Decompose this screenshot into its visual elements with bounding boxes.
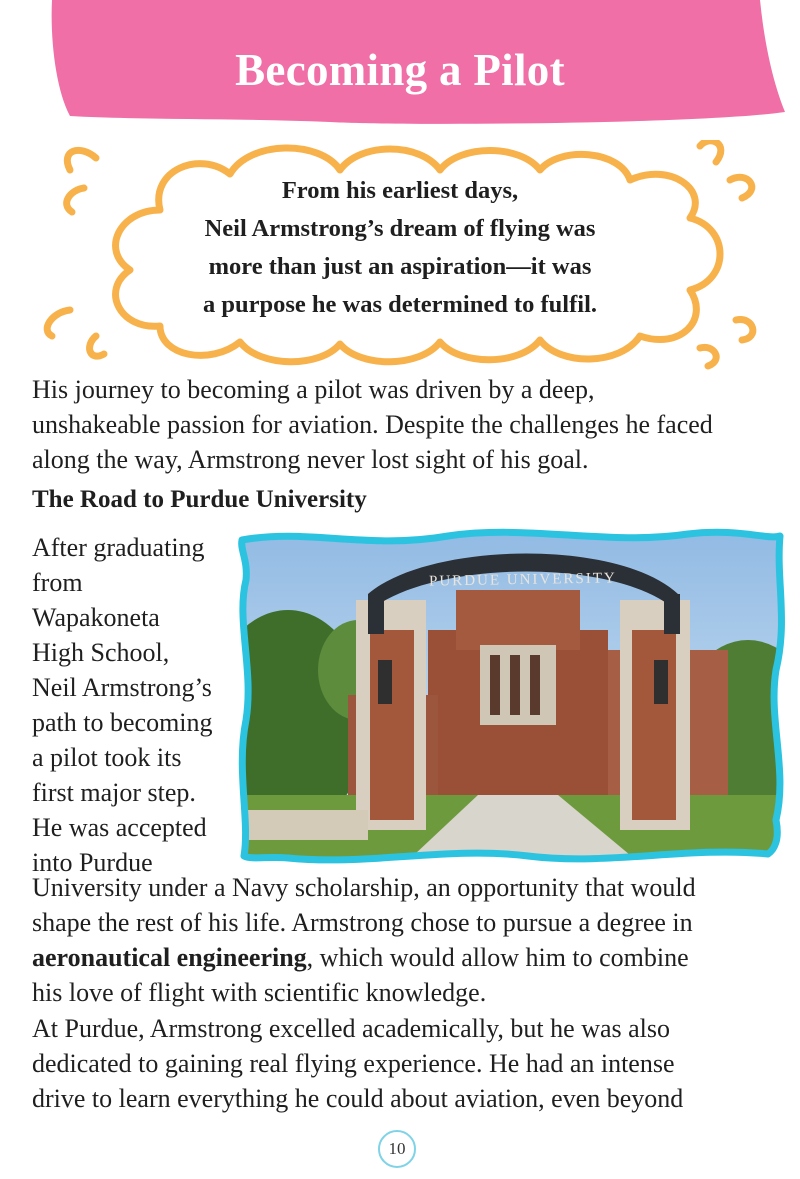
column-line: After graduating: [32, 533, 205, 562]
cont-line: shape the rest of his life. Armstrong chose to pursue a degree in: [32, 908, 693, 937]
arch-sign-text: PURDUE UNIVERSITY: [428, 570, 617, 590]
page-number: 10: [378, 1130, 416, 1168]
quote-line: a purpose he was determined to fulfil.: [202, 291, 598, 318]
quote-line: From his earliest days,: [281, 177, 519, 204]
para2-line: dedicated to gaining real flying experience. He had an intense: [32, 1049, 675, 1078]
section-heading: The Road to Purdue University: [32, 486, 367, 513]
column-line: High School,: [32, 638, 170, 667]
column-line: into Purdue: [32, 848, 153, 877]
column-line: Wapakoneta: [32, 603, 160, 632]
purdue-gate-photo: [228, 520, 800, 870]
quote-line: Neil Armstrong’s dream of flying was: [204, 215, 596, 242]
para2-line: drive to learn everything he could about aviation, even beyond: [32, 1084, 684, 1113]
bold-term: aeronautical engineering: [32, 943, 307, 972]
column-line: He was accepted: [32, 813, 207, 842]
pull-quote: [0, 172, 800, 324]
continuation-paragraph: [32, 870, 782, 1010]
cont-line: his love of flight with scientific knowledge.: [32, 978, 487, 1007]
intro-paragraph: [32, 372, 772, 477]
cont-line-rest: , which would allow him to combine: [306, 943, 689, 972]
photo-illustration: [228, 520, 800, 870]
page-title: Becoming a Pilot: [235, 45, 565, 95]
cont-line: University under a Navy scholarship, an opportunity that would: [32, 873, 696, 902]
intro-line: unshakeable passion for aviation. Despite the challenges he faced: [32, 410, 713, 439]
wrapped-text-column: [32, 530, 242, 880]
column-line: Neil Armstrong’s: [32, 673, 212, 702]
intro-line: along the way, Armstrong never lost sight of his goal.: [32, 445, 589, 474]
cont-line: [32, 940, 782, 975]
para2-line: At Purdue, Armstrong excelled academically, but he was also: [32, 1014, 671, 1043]
intro-line: His journey to becoming a pilot was driven by a deep,: [32, 375, 595, 404]
column-line: from: [32, 568, 83, 597]
column-line: path to becoming: [32, 708, 213, 737]
column-line: first major step.: [32, 778, 196, 807]
column-line: a pilot took its: [32, 743, 182, 772]
second-paragraph: [32, 1011, 782, 1116]
quote-line: more than just an aspiration—it was: [208, 253, 592, 280]
